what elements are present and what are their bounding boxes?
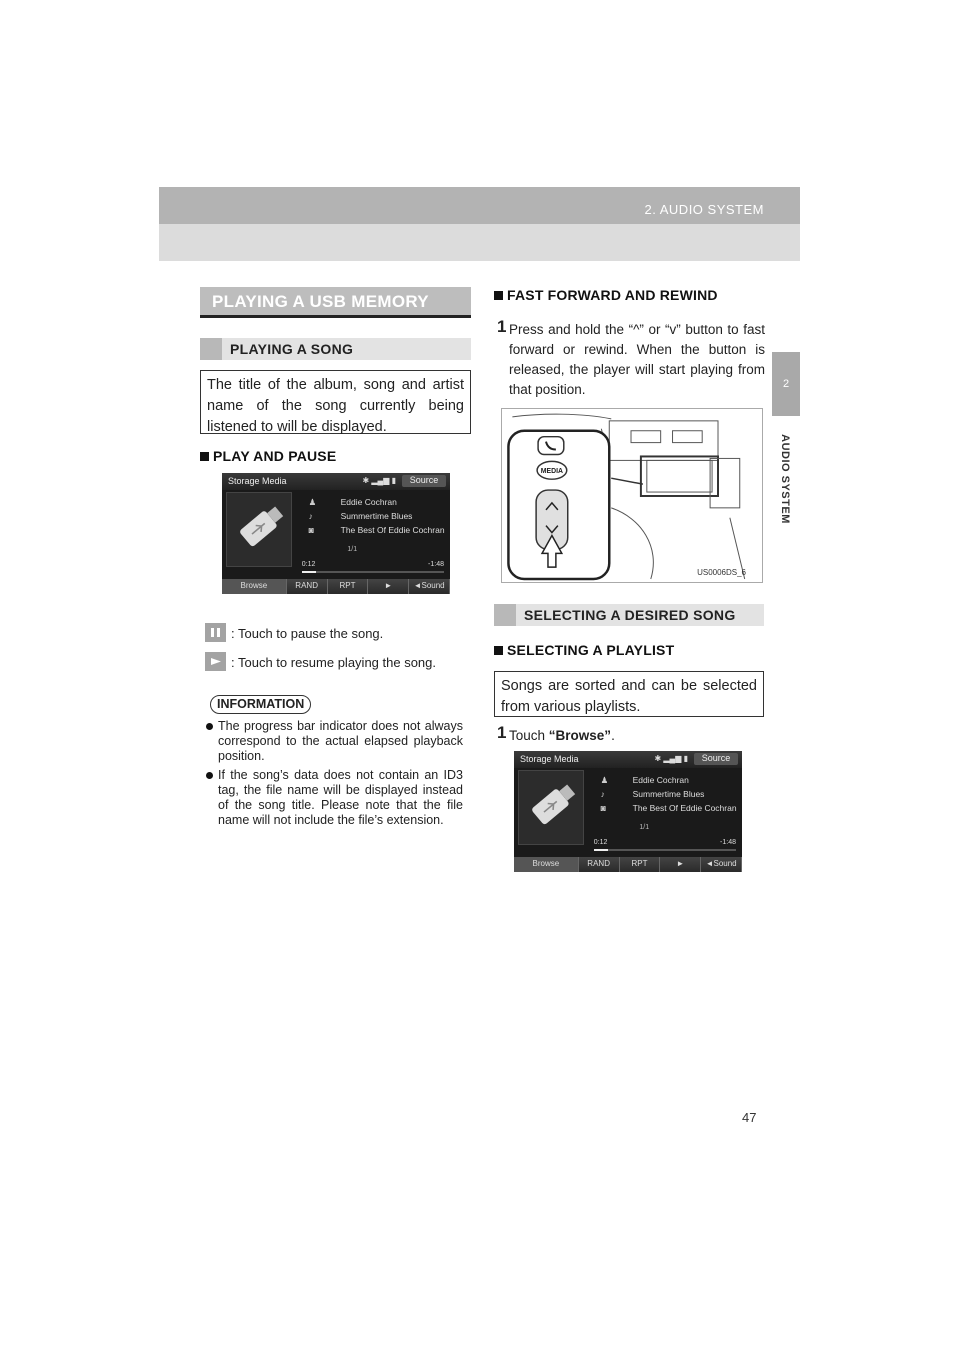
usb-icon [227, 493, 291, 566]
sound-button[interactable]: ◄Sound [409, 579, 450, 594]
note-icon: ♪ [600, 788, 605, 799]
section-title: 2. AUDIO SYSTEM [644, 202, 764, 217]
status-icons: ✱ ▂▄▆ ▮ [362, 476, 396, 485]
play-button[interactable]: ► [660, 857, 701, 872]
remaining-time: -1:48 [428, 561, 444, 569]
track-count: 1/1 [639, 823, 650, 831]
remaining-time: -1:48 [720, 839, 736, 847]
media-screen-browse [514, 751, 742, 872]
rpt-button[interactable]: RPT [328, 579, 369, 594]
note-icon: ♪ [308, 510, 313, 521]
artist-icon: ♟ [308, 496, 317, 507]
browse-button[interactable]: Browse [222, 579, 287, 594]
square-bullet-icon [494, 291, 503, 300]
steering-wheel-illustration [501, 408, 763, 583]
info-item: If the song’s data does not contain an ID3 tag, the file name will be displayed instead of the song title. Please note that the file name will not include the file’s extension. [206, 768, 463, 828]
svg-text:MEDIA: MEDIA [540, 468, 564, 476]
header-band [159, 187, 800, 224]
progress-bar [594, 849, 736, 851]
chapter-tab [772, 352, 800, 416]
screen-button-bar [514, 857, 742, 872]
usb-icon [519, 771, 583, 844]
album-icon: ◙ [308, 524, 314, 535]
chapter-number: 2 [782, 378, 790, 390]
status-icons: ✱ ▂▄▆ ▮ [654, 754, 688, 763]
page-number: 47 [742, 1110, 757, 1125]
information-label: INFORMATION [210, 695, 311, 714]
sound-button[interactable]: ◄Sound [701, 857, 742, 872]
select-intro-box: Songs are sorted and can be selected from various playlists. [494, 671, 764, 717]
play-pause-heading: PLAY AND PAUSE [200, 448, 336, 464]
progress-bar [302, 571, 444, 573]
intro-box: The title of the album, song and artist name of the song currently being listened to will be displayed. [200, 370, 471, 434]
elapsed-time: 0:12 [593, 839, 608, 847]
info-item: The progress bar indicator does not always correspond to the actual elapsed playback position. [206, 719, 463, 764]
elapsed-time: 0:12 [301, 561, 316, 569]
browse-button[interactable]: Browse [514, 857, 579, 872]
usb-thumbnail [518, 770, 584, 845]
play-description: : Touch to resume playing the song. [231, 655, 436, 670]
section-heading: PLAYING A USB MEMORY [200, 287, 471, 318]
screen-button-bar [222, 579, 450, 594]
illustration-code: US0006DS_6 [697, 568, 746, 577]
subheading-playing-a-song: PLAYING A SONG [200, 338, 471, 360]
rpt-button[interactable]: RPT [620, 857, 661, 872]
rand-button[interactable]: RAND [579, 857, 620, 872]
track-info: ♟ Eddie Cochran ♪ Summertime Blues ◙ The Best Of Eddie Cochran [600, 774, 737, 813]
square-bullet-icon [494, 646, 503, 655]
ff-step: 1 Press and hold the “^” or “v” button to fast forward or rewind. When the button is released, the player will start playing from that position. [497, 317, 765, 397]
information-list [206, 719, 463, 832]
rand-button[interactable]: RAND [287, 579, 328, 594]
track-count: 1/1 [347, 545, 358, 553]
source-button[interactable]: Source [402, 475, 446, 487]
artist-icon: ♟ [600, 774, 609, 785]
source-button[interactable]: Source [694, 753, 738, 765]
ff-heading: FAST FORWARD AND REWIND [494, 287, 718, 303]
pause-icon [205, 623, 226, 642]
album-icon: ◙ [600, 802, 606, 813]
playlist-heading: SELECTING A PLAYLIST [494, 642, 674, 658]
play-icon [205, 652, 226, 671]
usb-thumbnail [226, 492, 292, 567]
header-band-lower [159, 224, 800, 261]
screen-title: Storage Media [520, 754, 579, 764]
play-button[interactable]: ► [368, 579, 409, 594]
square-bullet-icon [200, 452, 209, 461]
subheading-selecting-song: SELECTING A DESIRED SONG [494, 604, 764, 626]
media-screen [222, 473, 450, 594]
track-info: ♟ Eddie Cochran ♪ Summertime Blues ◙ The Best Of Eddie Cochran [308, 496, 445, 535]
browse-step: 1 Touch “Browse”. [497, 723, 615, 743]
pause-description: : Touch to pause the song. [231, 626, 384, 641]
chapter-label: AUDIO SYSTEM [779, 434, 791, 524]
screen-title: Storage Media [228, 476, 287, 486]
